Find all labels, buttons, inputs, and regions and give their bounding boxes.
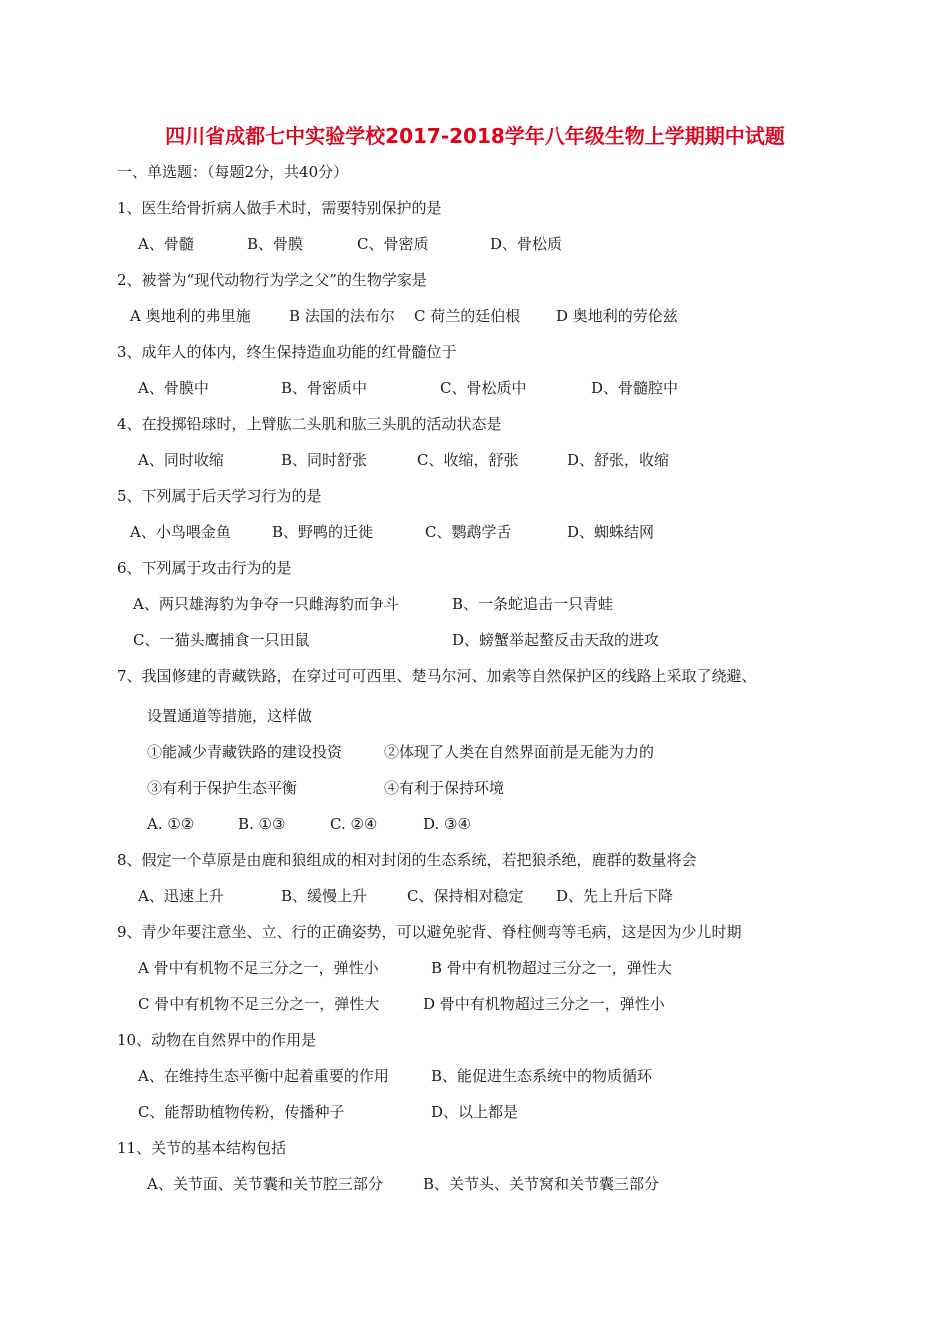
- q2-option-d: D 奥地利的劳伦兹: [556, 307, 678, 325]
- q8-option-b: B、缓慢上升: [281, 887, 368, 905]
- page-title: 四川省成都七中实验学校2017-2018学年八年级生物上学期期中试题: [165, 124, 785, 148]
- q8-option-d: D、先上升后下降: [556, 887, 674, 905]
- q2-option-b: B 法国的法布尔: [289, 307, 395, 325]
- question-2-stem: 2、被誉为“现代动物行为学之父”的生物学家是: [117, 271, 427, 289]
- question-7-stem-continued: 设置通道等措施，这样做: [147, 707, 313, 725]
- q6-option-a: A、两只雄海豹为争夺一只雌海豹而争斗: [133, 595, 399, 613]
- question-11-stem: 11、关节的基本结构包括: [117, 1139, 287, 1157]
- q6-option-d: D、螃蟹举起螯反击天敌的进攻: [452, 631, 660, 649]
- q7-option-c: C. ②④: [330, 815, 378, 833]
- q2-option-a: A 奥地利的弗里施: [130, 307, 251, 325]
- q9-option-c: C 骨中有机物不足三分之一，弹性大: [138, 995, 380, 1013]
- q9-option-d: D 骨中有机物超过三分之一，弹性小: [423, 995, 665, 1013]
- q8-option-a: A、迅速上升: [138, 887, 224, 905]
- q7-option-a: A. ①②: [147, 815, 195, 833]
- q2-option-c: C 荷兰的廷伯根: [414, 307, 521, 325]
- q7-statement-4: ④有利于保持环境: [384, 779, 505, 797]
- q5-option-c: C、鹦鹉学舌: [425, 523, 512, 541]
- question-3-stem: 3、成年人的体内，终生保持造血功能的红骨髓位于: [117, 343, 457, 361]
- q9-option-b: B 骨中有机物超过三分之一，弹性大: [431, 959, 672, 977]
- q11-option-a: A、关节面、关节囊和关节腔三部分: [147, 1175, 383, 1193]
- q11-option-b: B、关节头、关节窝和关节囊三部分: [423, 1175, 660, 1193]
- q6-option-c: C、一猫头鹰捕食一只田鼠: [133, 631, 310, 649]
- question-10-stem: 10、动物在自然界中的作用是: [117, 1031, 317, 1049]
- q6-option-b: B、一条蛇追击一只青蛙: [452, 595, 614, 613]
- q8-option-c: C、保持相对稳定: [407, 887, 524, 905]
- q3-option-a: A、骨膜中: [138, 379, 209, 397]
- q5-option-d: D、蜘蛛结网: [567, 523, 655, 541]
- section-heading: 一、单选题：（每题2分，共40分）: [117, 163, 349, 181]
- q1-option-d: D、骨松质: [490, 235, 563, 253]
- question-9-stem: 9、青少年要注意坐、立、行的正确姿势，可以避免驼背、脊柱侧弯等毛病，这是因为少儿时期: [117, 923, 742, 941]
- q3-option-c: C、骨松质中: [440, 379, 527, 397]
- q7-option-b: B. ①③: [238, 815, 286, 833]
- q4-option-b: B、同时舒张: [281, 451, 368, 469]
- q3-option-b: B、骨密质中: [281, 379, 368, 397]
- q4-option-d: D、舒张，收缩: [567, 451, 670, 469]
- q7-option-d: D. ③④: [423, 815, 471, 833]
- question-4-stem: 4、在投掷铅球时，上臂肱二头肌和肱三头肌的活动状态是: [117, 415, 502, 433]
- question-6-stem: 6、下列属于攻击行为的是: [117, 559, 292, 577]
- q9-option-a: A 骨中有机物不足三分之一，弹性小: [138, 959, 379, 977]
- question-8-stem: 8、假定一个草原是由鹿和狼组成的相对封闭的生态系统，若把狼杀绝，鹿群的数量将会: [117, 851, 697, 869]
- q4-option-c: C、收缩，舒张: [417, 451, 519, 469]
- question-1-stem: 1、医生给骨折病人做手术时，需要特别保护的是: [117, 199, 442, 217]
- q7-statement-1: ①能减少青藏铁路的建设投资: [147, 743, 343, 761]
- q4-option-a: A、同时收缩: [138, 451, 224, 469]
- q10-option-b: B、能促进生态系统中的物质循环: [431, 1067, 653, 1085]
- q3-option-d: D、骨髓腔中: [591, 379, 679, 397]
- q1-option-b: B、骨膜: [247, 235, 304, 253]
- q10-option-d: D、以上都是: [431, 1103, 519, 1121]
- q10-option-c: C、能帮助植物传粉，传播种子: [138, 1103, 345, 1121]
- q7-statement-2: ②体现了人类在自然界面前是无能为力的: [384, 743, 655, 761]
- q10-option-a: A、在维持生态平衡中起着重要的作用: [138, 1067, 389, 1085]
- q5-option-a: A、小鸟喂金鱼: [130, 523, 231, 541]
- q5-option-b: B、野鸭的迁徙: [272, 523, 374, 541]
- question-7-stem: 7、我国修建的青藏铁路，在穿过可可西里、楚马尔河、加索等自然保护区的线路上采取了绕避、: [117, 667, 757, 685]
- q1-option-c: C、骨密质: [357, 235, 429, 253]
- q1-option-a: A、骨髓: [138, 235, 194, 253]
- q7-statement-3: ③有利于保护生态平衡: [147, 779, 298, 797]
- question-5-stem: 5、下列属于后天学习行为的是: [117, 487, 322, 505]
